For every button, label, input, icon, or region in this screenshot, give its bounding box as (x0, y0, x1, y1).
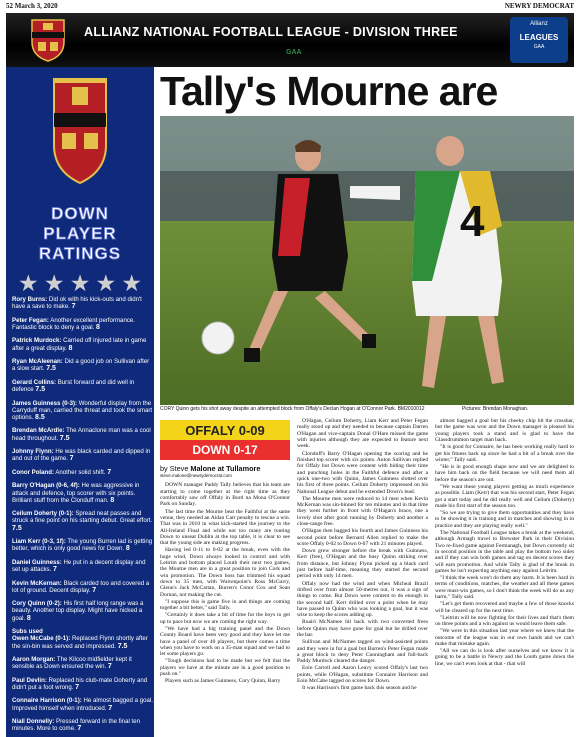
article-paragraph: The Mourne men were reduced to 14 men when Kevin McKernan was sin-binned for ten minutes and in that time they went further in front with O'Hagan's brace, one a lovely shot after good running by Doherty and another a close-range free. (297, 495, 428, 528)
star-icon: ★ (121, 270, 142, 296)
rating-item (12, 510, 153, 532)
article-column-3 (435, 418, 574, 668)
player-name: Niall Donnelly: (12, 718, 55, 726)
rating-comment: Wonderful display from the Carryduff man, carried the threat and took the smart options. (12, 399, 153, 421)
rating-item (12, 677, 153, 691)
player-name: Brendan McArdle: (12, 427, 65, 435)
caption-text: CORY Quinn gets his shot away despite an attempted block from Offaly's Declan Hogan at O'Connor Park. BM2010012 (160, 406, 425, 412)
article-paragraph: Players such as James Guinness, Cory Quinn, Barry (165, 678, 281, 685)
rating-comment: Replaced Flynn shortly after the sin-bin was served and impressed. (12, 635, 148, 650)
rating-item (12, 448, 153, 462)
photo-caption (160, 406, 574, 412)
star-icon: ★ (69, 270, 91, 296)
subs-heading: Subs used (12, 628, 43, 636)
rating-item (12, 469, 153, 476)
byline (160, 464, 290, 473)
rating-comment: The Annaclone man was a cool head throughout. (12, 427, 151, 442)
sponsor-name: Allianz (530, 21, 548, 27)
rating-item (12, 718, 153, 732)
rating-score: 7 (107, 468, 112, 476)
rating-score: 8 (68, 344, 73, 352)
rating-comment: His first half long range was a beauty. Another top display. Might have nicked a goal. (12, 600, 144, 622)
score-offaly: OFFALY 0-09 (185, 423, 265, 438)
ratings-title-line-3: RATINGS (38, 244, 122, 263)
article-paragraph: O'Hagan, Ceilum Doherty, Liam Kerr and Peter Fegan really stood up and they needed to because captain Darren O'Hagan and vice-captain Donal O'Hare missed the game with injuries although they are expected to feature next week. (297, 418, 428, 450)
article-paragraph: "We want these young players getting as much experience as possible. Liam (Kerr) that was his second start, Peter Fegan got a start today and he did really well and Ceilum (Doherty) made his first start of the season too. (435, 483, 574, 509)
rating-item (12, 580, 153, 594)
player-name: Johnny Flynn: (12, 448, 54, 456)
sponsor-leagues: LEAGUES (519, 33, 559, 42)
rating-item (12, 400, 153, 422)
rating-score: 8 (110, 496, 115, 504)
article-paragraph: "Tough decisions had to be made but we felt that the players we have at the minute are in a good position to push on." (160, 658, 290, 678)
rating-score: 8 (125, 545, 130, 553)
rating-score: 7.5 (12, 524, 22, 532)
allianz-leagues-logo (510, 17, 568, 63)
article-column-2 (297, 418, 428, 692)
article-paragraph: almost bagged a goal but his cheeky chip hit the crossbar, but the game was won and the Down manager is pleased his young players took a stand and is glad to have the Glassdrummon target man back. (435, 418, 574, 444)
rating-comment: Spread neat passes and struck a fine point on his starting debut. Great effort. (12, 510, 153, 525)
page-number-date: 52 March 3, 2020 (6, 2, 58, 10)
article-paragraph: "He is in good enough shape now and we are delighted to have him back on the field because we will need them all before the season's are out. (435, 464, 574, 483)
rating-score: 7 (75, 683, 80, 691)
down-crest-icon (28, 18, 68, 62)
rating-comment: Did ok with his kick-outs and didn't have a save to make. (12, 296, 142, 311)
rating-comment: Another solid shift. (53, 468, 106, 476)
rating-item (12, 427, 153, 441)
rating-comment: Burst forward and did well in defence (12, 378, 135, 394)
article-headline: Tally's Mourne are (160, 68, 498, 114)
rating-score: 7 (92, 586, 97, 594)
rating-comment: He was black carded and dipped in and out of the game. (12, 448, 151, 463)
star-icon: ★ (43, 270, 65, 296)
publication-name: NEWRY DEMOCRAT (504, 2, 574, 10)
rating-comment: The young Burren lad is getting better, which is only good news for Down. (12, 538, 153, 553)
player-name: Barry O'Hagan (0-6, 4f): (12, 482, 80, 490)
rating-comment: Another excellent performance. Fantastic block to deny a goal. (12, 316, 135, 331)
rating-item (12, 482, 153, 504)
rating-comment: He put in a decent display and set up attacks. (12, 558, 146, 574)
player-name: Owen McCabe (0-1): (12, 635, 71, 643)
player-name: Liam Kerr (0-3, 1f): (12, 538, 66, 546)
rating-item (12, 379, 153, 393)
page-header (6, 2, 574, 12)
caption-credit: Pictures: Brendan Monaghan. (462, 406, 529, 412)
rating-item (12, 600, 153, 622)
article-paragraph: Down grew stronger before the break with Guinness, Kerr (free), O'Hagan and the busy Quinn striking over from distance, but Johnny Flynn picked up a black card just before half-time, meaning they started the second period with only 14 men. (297, 548, 428, 580)
star-icon: ★ (95, 270, 117, 296)
article-paragraph: "All we can do is look after ourselves and we know it is going to be a battle in Newry and the Louth game down the line, we can't even look at that - that will (435, 648, 574, 667)
article-paragraph: "Leitrim will be now fighting for their lives and that's them on three points and a win against us would leave them safe. (435, 614, 574, 628)
rating-item (12, 697, 153, 711)
player-name: Conor Poland: (12, 468, 54, 476)
article-paragraph: It was Harrison's first game back this season and he (302, 685, 417, 692)
article-paragraph: "I think the week won't do them any harm. It is been hard in terms of conditions, matches, the weather and all these games were must-win games, so I don't think the week will do us any harm," Tally said. (435, 575, 574, 601)
article-paragraph: DOWN manager Paddy Tally believes that his team are starting to come together at the right time as they comfortably saw off Offaly in Bord na Mona O'Connor Park on Sunday. (160, 482, 290, 508)
player-name: Daniel Guinness: (12, 558, 62, 566)
rating-item (12, 317, 153, 331)
league-banner (6, 13, 574, 67)
article-paragraph: Offaly now had the wind and when Micheal Brazil drifted over from almost 50-metres out, it was a sign of things to come. But Down were content to do enough in the second half. Kerr drilled over a point when he may have passed to Quinn who was looking a goal, but it was wise to keep the scores adding up. (297, 580, 428, 619)
article-paragraph: "I suppose this is game five in and things are coming together a bit better," said Tally. (160, 598, 290, 612)
rating-score: 8 (26, 614, 31, 622)
article-paragraph: "So we are trying to give them opportunities and they have to be showing it in training and in matches and showing in in practice and they are playing really well." (435, 510, 574, 529)
star-row (18, 272, 142, 294)
rating-comment: The Kilcoo midfielder kept it sensible as Down ensured the win. (12, 656, 132, 671)
article-paragraph: Ruairi McNamee hit back with two converted frees before Quinn may have gone for goal but he drilled over the bar. (297, 619, 428, 639)
star-icon: ★ (18, 270, 39, 296)
rating-score: 7 (53, 566, 57, 574)
rating-score: 7 (108, 704, 113, 712)
player-name: Gerard Collins: (12, 378, 57, 386)
article-paragraph: Eoin Carroll and Aaron Leavy scored Offaly's last two points, while O'Hagan, substitute Connaire Harrison and Eoin McCabe tagged on scores for Down. (297, 665, 428, 685)
ratings-title-line-2: PLAYER (43, 224, 117, 243)
rating-item (12, 538, 153, 552)
author-email: steve.malone@newrydemocrat.com (160, 473, 232, 478)
ratings-list (12, 296, 153, 737)
rating-score: 7 (107, 663, 112, 671)
player-name: Connaire Harrison (0-1): (12, 697, 82, 705)
rating-comment: He was aggressive in attack and defence, top scorer with six points. Brilliant stuff from the Clonduff man. (12, 482, 140, 504)
article-paragraph: Sullivan and McNamee tagged on wind-assisted points and they were in for a goal but Burren's Peter Fegan made a great block to deny Peter Cunningham and full-back Paddy Murdock cleared the danger. (297, 639, 428, 665)
rating-comment: Carried off injured late in game after a great display. (12, 337, 147, 352)
player-name: James Guinness (0-3): (12, 399, 78, 407)
ratings-title-line-1: DOWN (51, 204, 109, 223)
article-paragraph: O'Hagan then bagged his fourth and James Guinness his second point before Bernard Allen replied to make the score Offaly 0-02 to Down 0-07 with 21 minutes played. (297, 528, 428, 547)
rating-score: 7 (71, 303, 76, 311)
rating-comment: Black carded too and covered a lot of ground. Decent display. (12, 579, 150, 594)
rating-score: 8.5 (35, 413, 45, 421)
player-name: Peter Fegan: (12, 316, 49, 324)
rating-comment: Replaced his club-mate Doherty and didn't put a foot wrong. (12, 676, 148, 691)
player-name: Paul Devlin: (12, 676, 47, 684)
player-name: Ceilum Doherty (0-1): (12, 510, 74, 518)
player-name: Cory Quinn (0-2): (12, 600, 62, 608)
article-paragraph: The National Football League takes a break at the weekend, although Armagh travel to Brewster Park in their Division Two re-fixed game against Fermanagh, but Down currently sit in second position in the table and play the bottom two sides and if they can win both games and tag on decent scores they will earn promotion. And while Tally is glad of the break in games he isn't expecting anything easy against Leitrim. (435, 529, 574, 574)
player-name: Kevin McKernan: (12, 579, 62, 587)
article-paragraph: Clonduff's Barry O'Hagan opening the scoring and he finished top scorer with six points. Anton Sullivan replied for Offaly but Down were content with biding their time and punching holes in the Faithful defence and after a quick one-two with Quinn, James Guinness slotted over his first of three points. Ceilum Doherty impressed on his National League debut and he extended Down's lead. (297, 450, 428, 495)
rating-item (12, 296, 153, 310)
article-paragraph: "We have had a big training panel and the Down County Board have been very good and they have let me have a panel of over 40 players, but there comes a time when you have to work on a 35-man squad and we had to let some players go. (160, 625, 290, 658)
rating-score: 7.5 (35, 386, 46, 394)
article-paragraph: "Certainly it does take a bit of time for the boys to get up to pace but now we are coming the right way. (160, 612, 290, 625)
rating-score: 7 (77, 725, 82, 733)
rating-item (12, 358, 153, 372)
score-box (160, 420, 290, 460)
rating-comment: Did a good job on Sullivan after a slow start. (12, 358, 150, 373)
banner-title: ALLIANZ NATIONAL FOOTBALL LEAGUE - DIVISION THREE (84, 25, 458, 39)
rating-score: 7.5 (117, 642, 128, 650)
article-paragraph: "Let's get them recovered and maybe a few of those knocks will be cleared up for the next time. (435, 601, 574, 614)
player-ratings-panel (6, 67, 154, 737)
rating-comment: Pressed forward in the final ten minutes. More to come. (12, 718, 141, 733)
rating-score: 7 (69, 455, 74, 463)
sponsor-sub: GAA (533, 44, 545, 50)
rating-item (12, 337, 153, 351)
rating-item (12, 559, 153, 573)
score-down: DOWN 0-17 (160, 440, 290, 460)
article-column-1 (160, 462, 290, 685)
match-photo (160, 116, 574, 405)
player-name: Rory Burns: (12, 296, 48, 303)
gaa-logo: GAA (286, 49, 302, 56)
article-paragraph: The last time the Mourne beat the Faithful at the same venue, they needed an Aidan Carr penalty to rescue a win. That was in 2010 in what kick-started the journey to the All-Ireland Final and while not too many are touting Down to unseat Dublin at the top table, it is clear to see that the young side are making progress. (160, 508, 290, 547)
rating-score: 8 (96, 323, 100, 331)
down-shield-icon (50, 75, 110, 185)
byline-prefix: by Steve (160, 464, 191, 473)
rating-score: 7.5 (59, 434, 70, 442)
rating-item (12, 656, 153, 670)
player-name: Aaron Morgan: (12, 656, 56, 664)
article-paragraph: Having led 0-11 to 0-02 at the break, even with the huge wind, Down always looked in control and with Leitrim and bottom placed Louth their next two games, the Mourne men are in a great position to join Cork and win promotion. The Down boss has trimmed his squad down to 35 men, with Warrenpoint's Ross McGarry, Glenn's Jack McCartan, Burren's Conor Cox and Sean Dornan, not making the cut. (160, 547, 290, 598)
rating-item (12, 635, 153, 649)
rating-comment: He almost bagged a goal. Improved himself when introduced. (12, 697, 153, 712)
byline-name: Malone at Tullamore (190, 464, 261, 473)
player-name: Ryan McAleenan: (12, 358, 63, 366)
player-name: Patrick Murdock: (12, 337, 62, 345)
rating-score: 7.5 (46, 365, 56, 373)
jersey-number-text: 4 (460, 197, 485, 246)
article-paragraph: "It is good for Connaire, he has been working really hard to get his fitness back up since he had a bit of a break over the winter," Tally said. (435, 444, 574, 463)
article-paragraph: "We were in this situation last year where we knew that the outcome of the league was in our own hands and we can't make that mistake again. (435, 628, 574, 647)
